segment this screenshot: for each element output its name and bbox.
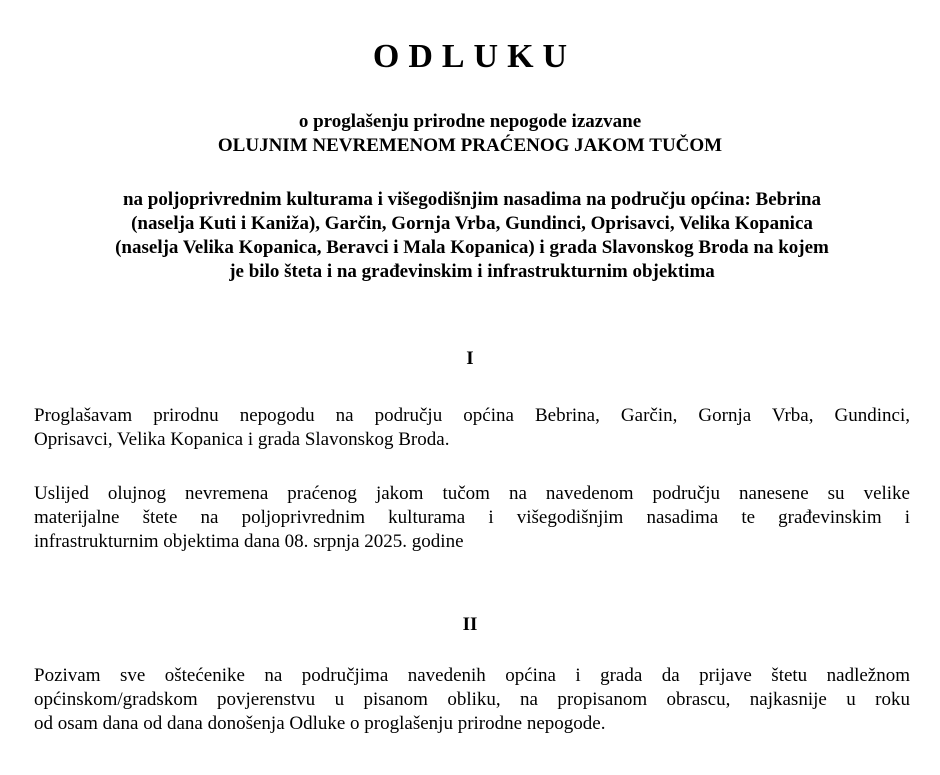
paragraph-line: Uslijed olujnog nevremena praćenog jakom tučom na navedenom području nanesene su velike bbox=[34, 483, 910, 504]
section-i-paragraph-1 bbox=[34, 404, 910, 452]
scope-line: je bilo šteta i na građevinskim i infrastrukturnim objektima bbox=[229, 261, 715, 282]
section-i-paragraph-2 bbox=[34, 482, 910, 554]
document-subtitle bbox=[0, 110, 940, 158]
scope-statement bbox=[34, 188, 910, 284]
document-title: ODLUKU bbox=[372, 38, 577, 75]
paragraph-line: od osam dana od dana donošenja Odluke o proglašenju prirodne nepogode. bbox=[34, 713, 606, 734]
paragraph-line: Proglašavam prirodnu nepogodu na području općina Bebrina, Garčin, Gornja Vrba, Gundinci, bbox=[34, 405, 910, 426]
section-heading-ii: II bbox=[462, 614, 478, 635]
paragraph-line: materijalne štete na poljoprivrednim kulturama i višegodišnjim nasadima te građevinskim i bbox=[34, 507, 910, 528]
scope-line: (naselja Kuti i Kaniža), Garčin, Gornja Vrba, Gundinci, Oprisavci, Velika Kopanica bbox=[131, 213, 813, 234]
paragraph-line: Oprisavci, Velika Kopanica i grada Slavonskog Broda. bbox=[34, 429, 450, 450]
paragraph-line: općinskom/gradskom povjerenstvu u pisanom obliku, na propisanom obrascu, najkasnije u roku bbox=[34, 689, 910, 710]
paragraph-line: Pozivam sve oštećenike na područjima navedenih općina i grada da prijave štetu nadležnom bbox=[34, 665, 910, 686]
subtitle-line: o proglašenju prirodne nepogode izazvane bbox=[298, 111, 642, 132]
subtitle-line: OLUJNIM NEVREMENOM PRAĆENOG JAKOM TUČOM bbox=[217, 135, 723, 156]
section-heading-i: I bbox=[466, 348, 474, 369]
paragraph-line: infrastrukturnim objektima dana 08. srpnja 2025. godine bbox=[34, 531, 464, 552]
section-ii-paragraph-1 bbox=[34, 664, 910, 736]
scope-line: na poljoprivrednim kulturama i višegodišnjim nasadima na području općina: Bebrina bbox=[122, 189, 821, 210]
scope-line: (naselja Velika Kopanica, Beravci i Mala Kopanica) i grada Slavonskog Broda na kojem bbox=[115, 237, 829, 258]
